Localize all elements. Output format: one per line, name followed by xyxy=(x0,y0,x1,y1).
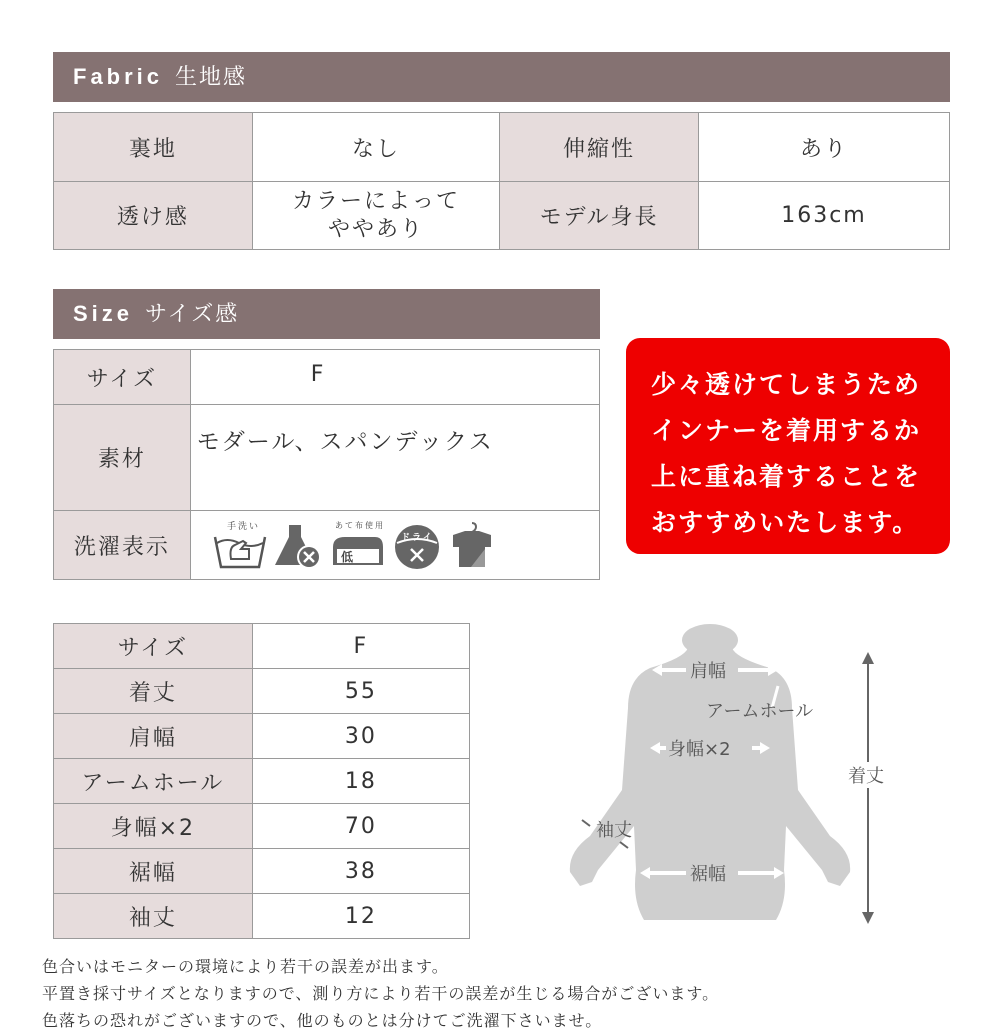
fabric-header-en: Fabric xyxy=(73,64,164,89)
notice-line-3: 上に重ね着することを xyxy=(651,462,922,491)
lining-label: 裏地 xyxy=(54,113,253,182)
size-label: サイズ xyxy=(54,350,191,405)
notice-line-4: おすすめいたします。 xyxy=(651,508,920,537)
notice-line-2: インナーを着用するか xyxy=(651,416,922,445)
figure-shoulder-label: 肩幅 xyxy=(690,661,726,682)
fabric-header xyxy=(53,52,950,102)
dry-text: ドライ xyxy=(400,533,434,543)
bust-label: 身幅×2 xyxy=(54,804,253,849)
notice-box xyxy=(626,338,950,554)
footnote-3: 色落ちの恐れがございますので、他のものとは分けてご洗濯下さいませ。 xyxy=(42,1011,603,1030)
measurement-figure xyxy=(560,590,900,930)
stretch-label: 伸縮性 xyxy=(500,113,699,182)
footnote-2: 平置き採寸サイズとなりますので、測り方により若干の誤差が生じる場合がございます。 xyxy=(42,984,720,1003)
sleeve-label: 袖丈 xyxy=(54,894,253,939)
lining-value: なし xyxy=(252,113,499,182)
figure-bust-label: 身幅×2 xyxy=(668,739,731,760)
notice-line-1: 少々透けてしまうため xyxy=(651,370,922,399)
footnotes xyxy=(42,953,719,1034)
size-value: F xyxy=(190,350,599,405)
no-dry-clean-icon xyxy=(391,519,443,571)
size-header-jp: サイズ感 xyxy=(145,302,240,327)
figure-sleeve-label: 袖丈 xyxy=(596,820,632,841)
measurement-table xyxy=(53,623,470,939)
material-label: 素材 xyxy=(54,405,191,511)
size-info-table xyxy=(53,349,600,580)
sleeve-value: 12 xyxy=(252,894,469,939)
iron-text: あて布使用 xyxy=(334,521,385,530)
figure-length-label: 着丈 xyxy=(848,766,884,787)
hem-value: 38 xyxy=(252,849,469,894)
armhole-label: アームホール xyxy=(54,759,253,804)
model-height-value: 163cm xyxy=(698,182,949,250)
armhole-value: 18 xyxy=(252,759,469,804)
shoulder-label: 肩幅 xyxy=(54,714,253,759)
fabric-table xyxy=(53,112,950,250)
care-label: 洗濯表示 xyxy=(54,511,191,580)
size-header-en: Size xyxy=(73,301,134,326)
figure-armhole-label: アームホール xyxy=(706,701,814,722)
hand-wash-icon xyxy=(213,519,267,571)
measurement-header-size: サイズ xyxy=(54,624,253,669)
length-value: 55 xyxy=(252,669,469,714)
fabric-header-jp: 生地感 xyxy=(175,65,248,90)
footnote-1: 色合いはモニターの環境により若干の誤差が出ます。 xyxy=(42,957,449,976)
figure-hem-label: 裾幅 xyxy=(690,864,726,885)
sheerness-value: カラーによって ややあり xyxy=(252,182,499,250)
bust-value: 70 xyxy=(252,804,469,849)
size-header xyxy=(53,289,600,339)
hang-dry-icon xyxy=(447,519,497,571)
care-icons-cell xyxy=(190,511,599,580)
length-label: 着丈 xyxy=(54,669,253,714)
hem-label: 裾幅 xyxy=(54,849,253,894)
measurement-header-value: F xyxy=(252,624,469,669)
material-value: モダール、スパンデックス xyxy=(190,405,599,511)
no-bleach-icon xyxy=(271,519,325,571)
stretch-value: あり xyxy=(698,113,949,182)
sheerness-label: 透け感 xyxy=(54,182,253,250)
shoulder-value: 30 xyxy=(252,714,469,759)
hand-wash-text: 手洗い xyxy=(226,522,260,532)
model-height-label: モデル身長 xyxy=(500,182,699,250)
iron-low-icon xyxy=(329,519,387,571)
iron-low-text: 低 xyxy=(340,550,355,564)
